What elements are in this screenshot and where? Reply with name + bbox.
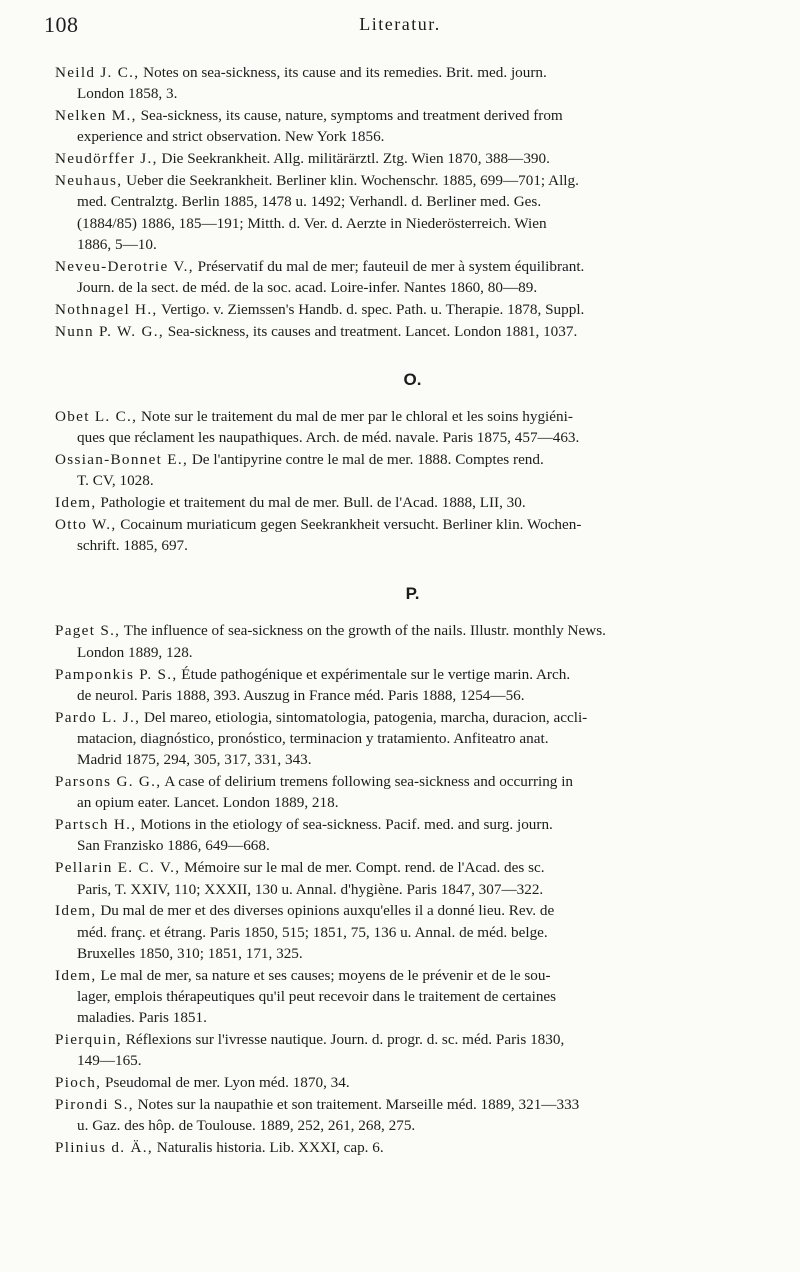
entry-author: Ossian-Bonnet E., xyxy=(55,450,189,468)
entry-citation: De l'antipyrine contre le mal de mer. 1888. Comptes rend. T. CV, 1028. xyxy=(77,450,544,490)
entry-author: Pamponkis P. S., xyxy=(55,665,178,683)
entry-author: Pioch, xyxy=(55,1074,102,1092)
bibliography-entry xyxy=(55,406,770,449)
entry-author: Pellarin E. C. V., xyxy=(55,859,181,877)
bibliography-entry xyxy=(55,664,770,707)
bibliography-entry xyxy=(55,492,770,513)
entry-author: Plinius d. Ä., xyxy=(55,1139,153,1157)
entry-citation: Sea-sickness, its cause, nature, symptoms and treatment derived from experience and strict observation. New York 1856. xyxy=(77,107,563,146)
entry-author: Pierquin, xyxy=(55,1031,122,1049)
bibliography-entry xyxy=(55,707,770,771)
bibliography-entry xyxy=(55,62,770,105)
page-number: 108 xyxy=(44,12,79,37)
bibliography-entry xyxy=(55,857,770,900)
entry-author: Idem, xyxy=(55,902,97,920)
entry-citation: Pathologie et traitement du mal de mer. Bull. de l'Acad. 1888, LII, 30. xyxy=(96,494,526,512)
entry-author: Otto W., xyxy=(55,515,117,533)
bibliography-entry xyxy=(55,620,770,663)
entry-author: Neuhaus, xyxy=(55,171,123,189)
entry-citation: Naturalis historia. Lib. XXXI, cap. 6. xyxy=(152,1139,384,1157)
page-header xyxy=(44,12,756,38)
entry-author: Neveu-Derotrie V., xyxy=(55,257,194,275)
entry-citation: Mémoire sur le mal de mer. Compt. rend. de l'Acad. des sc. Paris, T. XXIV, 110; XXXII, 130 u. Annal. d'hygiène. Paris 1847, 307—322. xyxy=(77,859,545,898)
bibliography-entry xyxy=(55,771,770,814)
entry-citation: Du mal de mer et des diverses opinions auxqu'elles il a donné lieu. Rev. de méd. franç. et étrang. Paris 1850, 515; 1851, 75, 136 u. Annal. de méd. belge. Bruxelles 1850, 310; 1851, 171, 325. xyxy=(77,902,555,962)
bibliography-entry xyxy=(55,299,770,320)
section-heading: O. xyxy=(403,369,422,389)
entry-citation: A case of delirium tremens following sea-sickness and occurring in an opium eater. Lancet. London 1889, 218. xyxy=(77,773,574,812)
entry-citation: Préservatif du mal de mer; fauteuil de mer à system équilibrant. Journ. de la sect. de méd. de la soc. acad. Loire-infer. Nantes 1860, 80—89. xyxy=(77,257,585,296)
entry-citation: Die Seekrankheit. Allg. militärärztl. Ztg. Wien 1870, 388—390. xyxy=(157,150,550,168)
entry-author: Partsch H., xyxy=(55,816,137,834)
bibliography-entry xyxy=(55,449,770,492)
entry-author: Obet L. C., xyxy=(55,407,138,425)
bibliography-entry xyxy=(55,1072,770,1093)
bibliography-entry xyxy=(55,105,770,148)
bibliography-entry xyxy=(55,170,770,255)
entry-author: Neudörffer J., xyxy=(55,150,158,168)
bibliography-entry xyxy=(55,965,770,1029)
bibliography-entry xyxy=(55,514,770,557)
entry-citation: Étude pathogénique et expérimentale sur le vertige marin. Arch. de neurol. Paris 1888, 393. Auszug in France méd. Paris 1888, 1254—56. xyxy=(77,665,571,704)
section-heading: P. xyxy=(405,584,420,604)
entry-author: Neild J. C., xyxy=(55,64,140,81)
entry-citation: Motions in the etiology of sea-sickness. Pacif. med. and surg. journ. San Franzisko 1886, 649—668. xyxy=(77,816,553,855)
entry-citation: Pseudomal de mer. Lyon méd. 1870, 34. xyxy=(101,1074,350,1092)
entry-citation: Vertigo. v. Ziemssen's Handb. d. spec. Path. u. Therapie. 1878, Suppl. xyxy=(157,300,585,318)
bibliography-list xyxy=(55,62,770,1159)
bibliography-entry xyxy=(55,1029,770,1072)
entry-author: Nothnagel H., xyxy=(55,300,158,318)
entry-citation: Notes sur la naupathie et son traitement. Marseille méd. 1889, 321—333 u. Gaz. des hôp. de Toulouse. 1889, 252, 261, 268, 275. xyxy=(77,1095,580,1135)
bibliography-entry xyxy=(55,148,770,169)
entry-author: Idem, xyxy=(55,966,97,984)
bibliography-entry xyxy=(55,900,770,964)
entry-citation: Del mareo, etiologia, sintomatologia, patogenia, marcha, duracion, accli- matacion, diagnóstico, pronóstico, terminacion y tratamiento. Anfiteatro anat. Madrid 1875, 294, 305, 317, 331, 343. xyxy=(77,708,588,769)
entry-citation: Le mal de mer, sa nature et ses causes; moyens de le prévenir et de le sou- lager, emplois thérapeutiques qu'il peut recevoir dans le traitement de certaines maladies. Paris 1851. xyxy=(77,966,557,1027)
bibliography-entry xyxy=(55,321,770,342)
entry-author: Nunn P. W. G., xyxy=(55,322,164,340)
bibliography-entry xyxy=(55,1094,770,1137)
bibliography-entry xyxy=(55,814,770,857)
entry-citation: The influence of sea-sickness on the growth of the nails. Illustr. monthly News. London 1889, 128. xyxy=(77,622,606,661)
running-title: Literatur. xyxy=(359,14,441,34)
entry-citation: Note sur le traitement du mal de mer par le chloral et les soins hygiéni- ques que réclament les naupathiques. Arch. de méd. navale. Paris 1875, 457—463. xyxy=(77,407,580,447)
entry-author: Pirondi S., xyxy=(55,1095,134,1113)
entry-citation: Notes on sea-sickness, its cause and its remedies. Brit. med. journ. London 1858, 3. xyxy=(77,64,547,103)
entry-author: Pardo L. J., xyxy=(55,708,141,726)
bibliography-entry xyxy=(55,256,770,299)
entry-citation: Ueber die Seekrankheit. Berliner klin. Wochenschr. 1885, 699—701; Allg. med. Centralztg. Berlin 1885, 1478 u. 1492; Verhandl. d. Berliner med. Ges. (1884/85) 1886, 185—191; Mitth. d. Ver. d. Aerzte in Niederösterreich. Wien 1886, 5—10. xyxy=(77,171,579,253)
entry-author: Nelken M., xyxy=(55,107,137,125)
bibliography-entry xyxy=(55,1137,770,1158)
entry-citation: Cocainum muriaticum gegen Seekrankheit versucht. Berliner klin. Wochen- schrift. 1885, 697. xyxy=(77,515,582,555)
entry-author: Idem, xyxy=(55,494,97,512)
entry-author: Paget S., xyxy=(55,622,121,640)
entry-author: Parsons G. G., xyxy=(55,773,162,791)
entry-citation: Réflexions sur l'ivresse nautique. Journ. d. progr. d. sc. méd. Paris 1830, 149—165. xyxy=(77,1031,565,1070)
entry-citation: Sea-sickness, its causes and treatment. Lancet. London 1881, 1037. xyxy=(163,322,578,340)
